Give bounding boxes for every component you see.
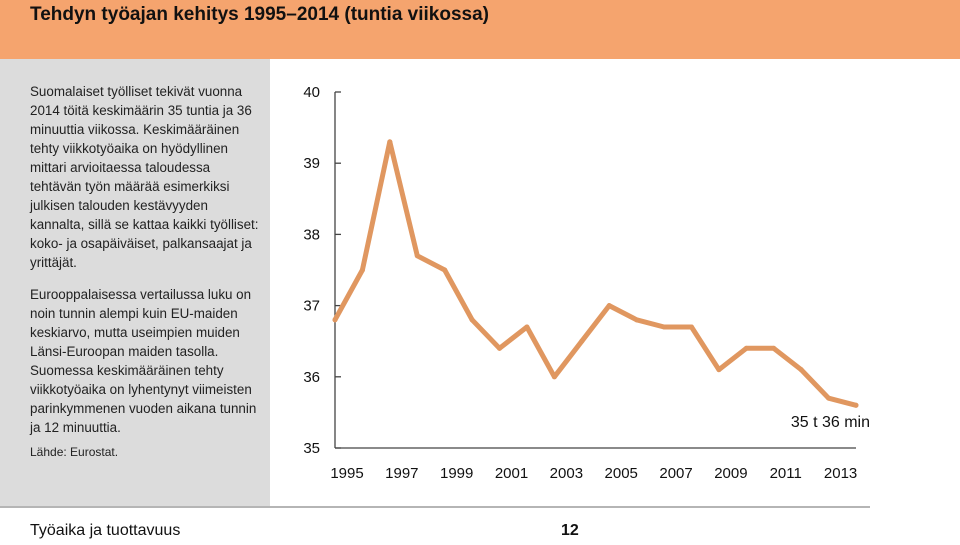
data-point xyxy=(662,324,667,329)
data-point xyxy=(744,346,749,351)
data-point xyxy=(607,303,612,308)
x-tick-label: 2009 xyxy=(714,465,748,482)
data-point xyxy=(716,367,721,372)
data-point xyxy=(387,139,392,144)
x-tick-label: 2007 xyxy=(659,465,693,482)
footer-divider xyxy=(0,506,870,508)
x-tick-label: 1999 xyxy=(439,465,474,482)
y-tick-label: 40 xyxy=(303,84,320,101)
data-point xyxy=(360,268,365,273)
series-line xyxy=(335,142,856,406)
last-value-annotation: 35 t 36 min xyxy=(790,414,870,431)
x-tick-label: 1997 xyxy=(385,465,419,482)
intro-paragraph: Suomalaiset työlliset tekivät vuonna 2014 töitä keskimäärin 35 tuntia ja 36 minuuttia viikossa. Keskimääräinen tehty viikkotyöaika on hyödyllinen mittari arvioitaessa taloudessa tehtävän työn määrää esimerkiksi julkisen talouden kestävyyden kannalta, sillä se kattaa kaikki työlliset: koko- ja osapäiväiset, palkansaajat ja yrittäjät. xyxy=(30,84,259,270)
page-number: 12 xyxy=(561,522,579,539)
page-title: Tehdyn työajan kehitys 1995–2014 (tuntia viikossa) xyxy=(30,4,490,25)
data-point xyxy=(470,317,475,322)
comparison-paragraph: Eurooppalaisessa vertailussa luku on noin tunnin alempi kuin EU-maiden keskiarvo, mutta useimpien muiden Länsi-Euroopan maiden tasolla. Suomessa keskimääräinen tehty viikkotyöaika on lyhentynyt viimeisten parinkymmenen vuoden aikana tunnin ja 12 minuuttia. xyxy=(30,287,257,435)
data-point xyxy=(552,374,557,379)
y-tick-label: 39 xyxy=(303,155,320,173)
x-ticks xyxy=(330,465,857,482)
text-sidebar xyxy=(0,59,270,506)
data-point xyxy=(415,253,420,258)
y-tick-label: 36 xyxy=(303,368,320,386)
data-point xyxy=(634,317,639,322)
data-point xyxy=(579,339,584,344)
y-tick-label: 35 xyxy=(303,440,320,457)
page-header xyxy=(0,0,960,59)
data-point xyxy=(333,317,338,322)
source-note: Lähde: Eurostat. xyxy=(30,445,119,459)
data-point xyxy=(854,403,859,408)
data-point xyxy=(826,396,831,401)
data-points xyxy=(333,139,859,407)
data-point xyxy=(497,346,502,351)
x-tick-label: 2001 xyxy=(494,465,529,482)
x-tick-label: 2013 xyxy=(823,465,858,482)
y-tick-label: 37 xyxy=(303,297,320,315)
x-tick-label: 2003 xyxy=(549,465,584,482)
data-point xyxy=(799,367,804,372)
footer-title: Työaika ja tuottavuus xyxy=(30,522,181,539)
x-tick-label: 2011 xyxy=(769,465,802,482)
data-point xyxy=(442,268,447,273)
data-point xyxy=(524,324,529,329)
line-chart xyxy=(290,75,870,495)
x-tick-label: 1995 xyxy=(330,465,364,482)
data-point xyxy=(771,346,776,351)
x-tick-label: 2005 xyxy=(604,465,638,482)
data-point xyxy=(689,324,694,329)
y-tick-label: 38 xyxy=(303,226,320,244)
